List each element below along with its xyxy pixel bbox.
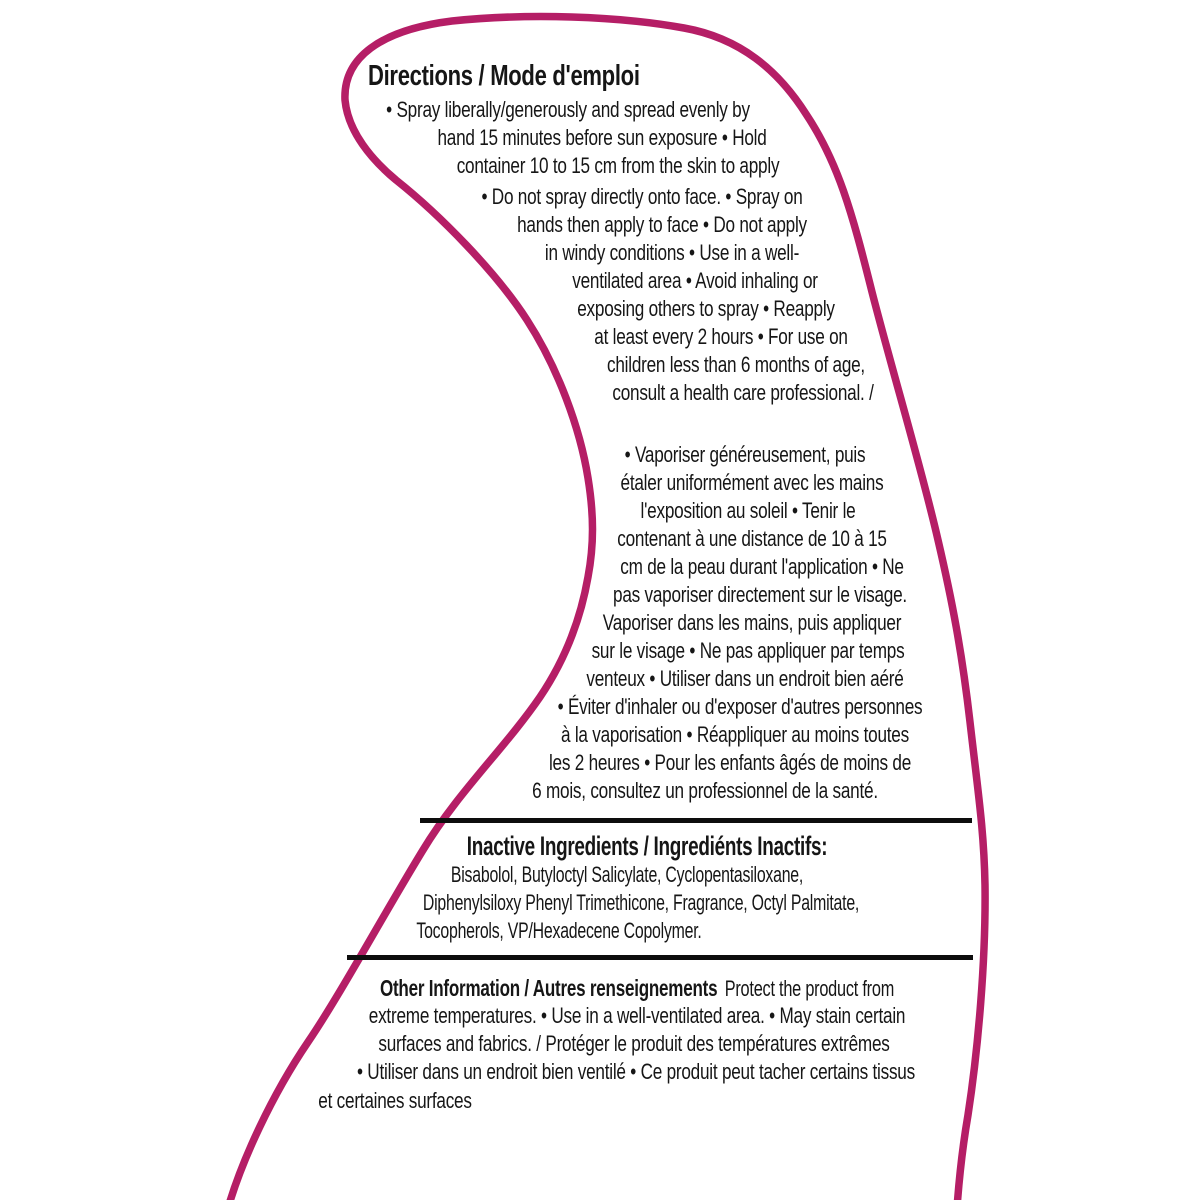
directions-line-en: at least every 2 hours • For use on	[594, 324, 848, 349]
directions-line-fr: • Vaporiser généreusement, puis	[624, 442, 866, 467]
directions-heading: Directions / Mode d'emploi	[368, 60, 640, 92]
ingredients-line: Tocopherols, VP/Hexadecene Copolymer.	[416, 918, 702, 943]
directions-line-en: hand 15 minutes before sun exposure • Hold	[437, 125, 767, 150]
directions-line-fr: à la vaporisation • Réappliquer au moins toutes	[561, 722, 909, 747]
directions-line-en: consult a health care professional. /	[612, 380, 874, 405]
other-info-heading: Other Information / Autres renseignements	[379, 975, 718, 1001]
directions-line-fr: pas vaporiser directement sur le visage.	[613, 582, 907, 607]
directions-line-fr: 6 mois, consultez un professionnel de la santé.	[532, 778, 878, 803]
directions-line-fr: venteux • Utiliser dans un endroit bien aéré	[586, 666, 904, 691]
directions-line-en: container 10 to 15 cm from the skin to apply	[456, 153, 780, 178]
other-info-line: surfaces and fabrics. / Protéger le produit des températures extrêmes	[378, 1031, 890, 1056]
other-info-heading-line	[356, 974, 918, 1002]
directions-line-en: ventilated area • Avoid inhaling or	[572, 268, 818, 293]
section-divider-bottom	[347, 955, 973, 960]
directions-line-en: • Do not spray directly onto face. • Spray on	[481, 184, 803, 209]
other-info-line: extreme temperatures. • Use in a well-ventilated area. • May stain certain	[368, 1003, 906, 1028]
directions-line-fr: Vaporiser dans les mains, puis appliquer	[602, 610, 902, 635]
directions-line-fr: contenant à une distance de 10 à 15	[617, 526, 887, 551]
directions-line-fr: cm de la peau durant l'application • Ne	[620, 554, 904, 579]
directions-line-en: in windy conditions • Use in a well-	[544, 240, 800, 265]
ingredients-line: Bisabolol, Butyloctyl Salicylate, Cyclopentasiloxane,	[450, 862, 804, 887]
directions-line-fr: étaler uniformément avec les mains	[620, 470, 884, 495]
directions-line-en: • Spray liberally/generously and spread evenly by	[386, 97, 750, 122]
directions-line-fr: les 2 heures • Pour les enfants âgés de moins de	[548, 750, 912, 775]
directions-line-en: hands then apply to face • Do not apply	[517, 212, 807, 237]
directions-line-fr: • Éviter d'inhaler ou d'exposer d'autres personnes	[557, 694, 923, 719]
directions-line-en: exposing others to spray • Reapply	[577, 296, 835, 321]
other-info-line: et certaines surfaces	[318, 1088, 472, 1113]
other-info-line: • Utiliser dans un endroit bien ventilé • Ce produit peut tacher certains tissus	[357, 1059, 915, 1084]
directions-line-fr: sur le visage • Ne pas appliquer par temps	[591, 638, 905, 663]
inactive-ingredients-heading: Inactive Ingredients / Ingrediénts Inactifs:	[466, 831, 828, 861]
section-divider-top	[420, 818, 972, 823]
directions-line-en: children less than 6 months of age,	[607, 352, 865, 377]
other-info-heading-continuation: Protect the product from	[724, 976, 895, 1001]
ingredients-line: Diphenylsiloxy Phenyl Trimethicone, Fragrance, Octyl Palmitate,	[422, 890, 860, 915]
directions-line-fr: l'exposition au soleil • Tenir le	[640, 498, 856, 523]
